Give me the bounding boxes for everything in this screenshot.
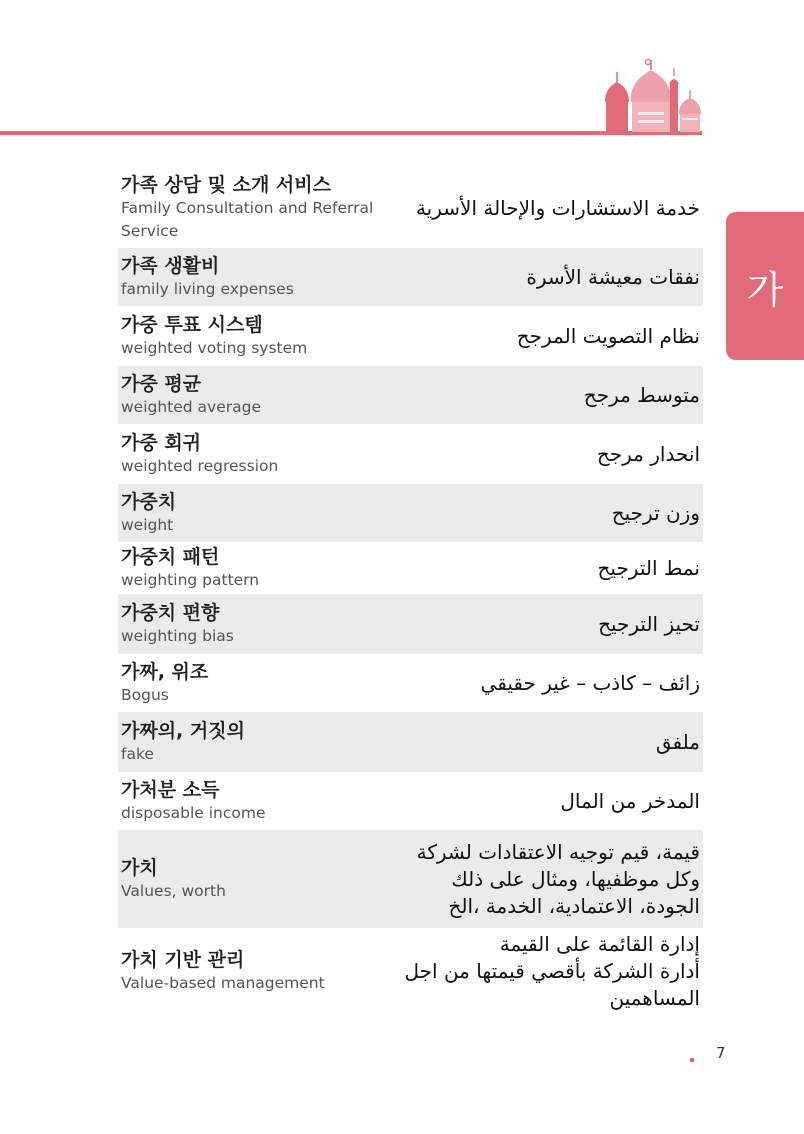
glossary-entry: [118, 712, 703, 772]
entry-terms: [121, 372, 381, 419]
arabic-translation: ملفق: [655, 729, 700, 754]
page-marker: [690, 1058, 694, 1062]
arabic-translation: خدمة الاستشارات والإحالة الأسرية: [415, 195, 700, 220]
glossary-entry: [118, 928, 703, 1014]
glossary-entry: [118, 594, 703, 654]
glossary-entry: [118, 772, 703, 830]
glossary-entry: [118, 168, 703, 248]
korean-term: 가중치: [121, 490, 177, 513]
english-term: weighting bias: [121, 626, 234, 645]
entry-terms: [121, 856, 381, 903]
glossary-entry: [118, 654, 703, 712]
arabic-translation: انحدار مرجح: [596, 441, 700, 466]
english-term: family living expenses: [121, 279, 294, 298]
korean-term: 가중 투표 시스템: [121, 313, 263, 336]
english-term: Family Consultation and Referral Service: [121, 199, 374, 240]
korean-term: 가중치 패턴: [121, 545, 220, 568]
arabic-translation: زائف – كاذب – غير حقيقي: [480, 670, 700, 695]
korean-term: 가중치 편향: [121, 601, 220, 624]
korean-term: 가족 생활비: [121, 254, 220, 277]
english-term: fake: [121, 744, 154, 763]
entry-terms: [121, 313, 381, 360]
english-term: Values, worth: [121, 881, 226, 900]
entry-terms: [121, 660, 381, 707]
entry-terms: [121, 545, 381, 592]
korean-term: 가중 회귀: [121, 431, 202, 454]
entry-terms: [121, 173, 381, 243]
arabic-translation: قيمة، قيم توجيه الاعتقادات لشركة وكل موظفيها، ومثال على ذلك الجودة، الاعتمادية، الخدمة ،الخ: [416, 839, 700, 918]
korean-term: 가짜, 위조: [121, 660, 209, 683]
chapter-tab[interactable]: [726, 212, 804, 360]
glossary-entry: [118, 306, 703, 366]
entry-terms: [121, 601, 381, 648]
header-rule: [0, 131, 702, 135]
english-term: disposable income: [121, 803, 266, 822]
glossary-entry: [118, 424, 703, 484]
korean-term: 가중 평균: [121, 372, 202, 395]
entry-terms: [121, 948, 381, 995]
mosque-illustration: [598, 58, 704, 134]
arabic-translation: متوسط مرجح: [583, 382, 700, 407]
entry-terms: [121, 719, 381, 766]
chapter-tab-label: 가: [746, 267, 784, 312]
glossary-entry: [118, 542, 703, 594]
glossary-entry: [118, 830, 703, 928]
entry-terms: [121, 431, 381, 478]
korean-term: 가짜의, 거짓의: [121, 719, 245, 742]
entry-terms: [121, 254, 381, 301]
glossary-entry: [118, 366, 703, 424]
arabic-translation: نمط الترجيح: [597, 555, 700, 580]
english-term: weighted average: [121, 397, 262, 416]
arabic-translation: وزن ترجيح: [611, 500, 700, 525]
glossary-entry: [118, 484, 703, 542]
korean-term: 가족 상담 및 소개 서비스: [121, 174, 331, 196]
arabic-translation: إدارة القائمة على القيمة أدارة الشركة بأقصي قيمتها من اجل المساهمين: [404, 931, 700, 1010]
page-number: 7: [716, 1044, 726, 1062]
entry-terms: [121, 490, 381, 537]
english-term: weighting pattern: [121, 570, 260, 589]
entry-terms: [121, 778, 381, 825]
korean-term: 가처분 소득: [121, 778, 220, 801]
glossary-entry: [118, 248, 703, 306]
arabic-translation: نظام التصويت المرجح: [516, 323, 700, 348]
english-term: weighted regression: [121, 456, 279, 475]
korean-term: 가치 기반 관리: [121, 948, 245, 971]
arabic-translation: المدخر من المال: [560, 788, 700, 813]
korean-term: 가치: [121, 856, 158, 879]
arabic-translation: تحيز الترجيح: [598, 611, 700, 636]
arabic-translation: نفقات معيشة الأسرة: [526, 264, 700, 289]
english-term: weighted voting system: [121, 338, 308, 357]
english-term: Value-based management: [121, 973, 325, 992]
english-term: weight: [121, 515, 174, 534]
glossary-list: [118, 168, 703, 1014]
english-term: Bogus: [121, 685, 169, 704]
